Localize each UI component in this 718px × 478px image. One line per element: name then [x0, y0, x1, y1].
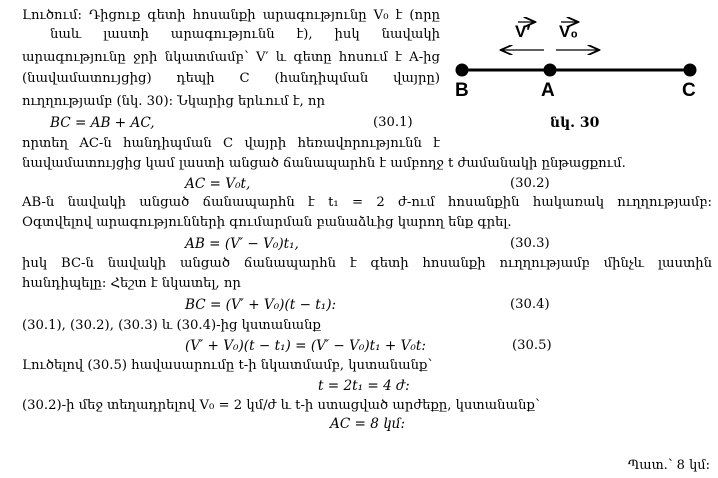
text-line-10: իսկ BC-ն նավակի անցած ճանապարհն է գետի հոսանքի ուղղությամբ մինչև լաստին	[22, 256, 712, 271]
equation-30-1: BC = AB + AC,	[50, 115, 155, 131]
text-line-2: նաև լաստի արագությունն է), իսկ նավակի	[50, 27, 440, 42]
equation-number-30-3: (30.3)	[510, 236, 550, 251]
equation-30-6: t = 2t₁ = 4 ժ:	[318, 378, 410, 394]
figure-caption: նկ. 30	[550, 115, 600, 131]
point-b-label: B	[455, 80, 469, 101]
vector-v0-label: V₀	[559, 22, 579, 41]
equation-30-2: AC = V₀t,	[185, 176, 251, 192]
equation-number-30-1: (30.1)	[373, 115, 413, 130]
text-line-6: որտեղ AC-ն հանդիպման C վայրի հեռավորությունն է	[22, 136, 440, 151]
equation-30-4: BC = (V′ + V₀)(t − t₁):	[185, 297, 337, 313]
equation-30-3: AB = (V′ − V₀)t₁,	[185, 236, 299, 252]
text-line-5: ուղղությամբ (նկ. 30): Նկարից երևում է, որ	[22, 94, 325, 109]
point-a-label: A	[541, 80, 555, 101]
equation-number-30-5: (30.5)	[512, 338, 552, 353]
equation-number-30-4: (30.4)	[510, 297, 550, 312]
text-line-7: նավամատույցից կամ լաստի անցած ճանապարհն է ամբողջ t ժամանակի ընթացքում.	[22, 156, 626, 171]
equation-30-5: (V′ + V₀)(t − t₁) = (V′ − V₀)t₁ + V₀t:	[185, 338, 426, 354]
point-c-dot	[684, 64, 697, 77]
text-line-14: (30.2)-ի մեջ տեղադրելով V₀ = 2 կմ/ժ և t-ի ստացված արժեքը, կստանանք՝	[22, 398, 540, 413]
point-a-dot	[544, 64, 557, 77]
text-line-8: AB-ն նավակի անցած ճանապարհն է t₁ = 2 ժ-ում հոսանքին հակառակ ուղղությամբ:	[22, 195, 712, 210]
equation-number-30-2: (30.2)	[510, 176, 550, 191]
answer-text: Պատ.՝ 8 կմ:	[627, 458, 710, 473]
equation-30-7: AC = 8 կմ:	[330, 416, 406, 432]
text-line-4: (նավամատույցից) դեպի C (հանդիպման վայրը)	[22, 71, 440, 86]
text-line-11: հանդիպելը: Հեշտ է նկատել, որ	[22, 276, 241, 291]
text-line-13: Լուծելով (30.5) հավասարումը t-ի նկատմամբ, կստանանք՝	[22, 358, 433, 373]
text-line-1: Լուծում: Դիցուք գետի հոսանքի արագությունը V₀ է (որը	[22, 8, 440, 23]
point-b-dot	[456, 64, 469, 77]
point-c-label: C	[682, 80, 696, 101]
text-line-3: արագությունը ջրի նկատմամբ՝ V′ և գետը հոսում է A-ից	[22, 50, 440, 65]
text-line-12: (30.1), (30.2), (30.3) և (30.4)-ից կստանանք	[22, 318, 321, 333]
vector-v-prime-label: V′	[515, 22, 531, 41]
text-line-9: Օգտվելով արագությունների գումարման բանաձևից կարող ենք գրել.	[22, 215, 512, 230]
